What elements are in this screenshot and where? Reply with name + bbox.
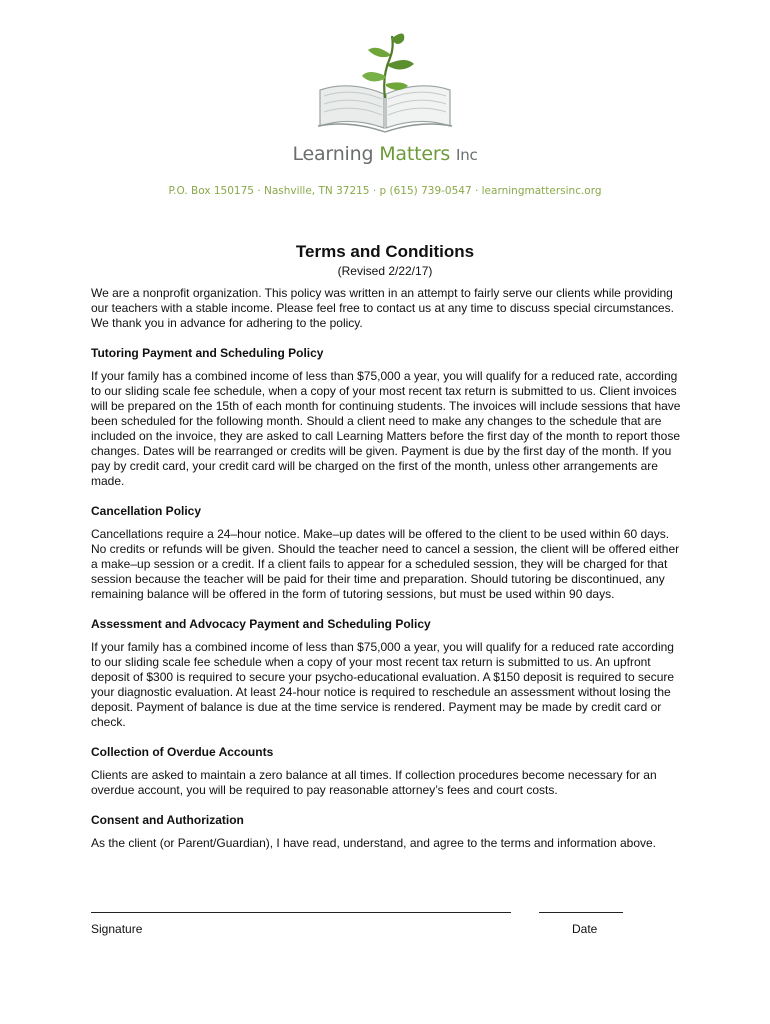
section-consent xyxy=(91,813,683,851)
document-body xyxy=(91,286,683,866)
section-heading: Assessment and Advocacy Payment and Scheduling Policy xyxy=(91,617,431,631)
brand-name xyxy=(0,143,770,165)
section-assessment-payment xyxy=(91,617,683,730)
brand-matters: Matters xyxy=(379,143,451,165)
date-line[interactable] xyxy=(539,912,623,913)
section-heading: Tutoring Payment and Scheduling Policy xyxy=(91,346,324,360)
book-sprout-logo-icon xyxy=(310,28,460,140)
section-body: Cancellations require a 24–hour notice. Make–up dates will be offered to the client to be used within 60 days. No credits or refunds will be given. Should the teacher need to cancel a session, the client will be offered either a make–up session or a credit. If a client fails to appear for a scheduled session, they will be charged for that session because the teacher will be paid for their time and preparation. Should tutoring be discontinued, any remaining balance will be offered in the form of tutoring sessions, but must be used within 90 days. xyxy=(91,527,680,601)
brand-learning: Learning xyxy=(292,143,374,165)
logo xyxy=(0,28,770,140)
revision-date: (Revised 2/22/17) xyxy=(337,264,433,278)
signature-line[interactable] xyxy=(91,912,511,913)
brand-inc: Inc xyxy=(455,146,478,164)
section-body: As the client (or Parent/Guardian), I have read, understand, and agree to the terms and information above. xyxy=(91,836,656,850)
section-heading: Cancellation Policy xyxy=(91,504,202,518)
section-tutoring-payment xyxy=(91,346,683,489)
contact-address: P.O. Box 150175 · Nashville, TN 37215 · p (615) 739-0547 · learningmattersinc.org xyxy=(168,185,602,197)
section-body: If your family has a combined income of less than $75,000 a year, you will qualify for a reduced rate according to our sliding scale fee schedule when a copy of your most recent tax return is submitted to us. An upfront deposit of $300 is required to secure your psycho-educational evaluation. A $150 deposit is required to secure your diagnostic evaluation. At least 24-hour notice is required to reschedule an assessment without losing the deposit. Payment of balance is due at the time service is rendered. Payment may be made by credit card or check. xyxy=(91,640,675,729)
section-body: If your family has a combined income of less than $75,000 a year, you will qualify for a reduced rate, according to our sliding scale fee schedule, when a copy of your most recent tax return is submitted to us. Client invoices will be prepared on the 15th of each month for continuing students. The invoices will include sessions that have been scheduled for the following month. Should a client need to make any changes to the schedule that are included on the invoice, they are asked to call Learning Matters before the first day of the month to report those changes. Dates will be rearranged or credits will be given. Payment is due by the first day of the month. If you pay by credit card, your credit card will be charged on the first of the month, unless other arrangements are made. xyxy=(91,369,681,488)
intro-paragraph: We are a nonprofit organization. This policy was written in an attempt to fairly serve our clients while providing our teachers with a stable income. Please feel free to contact us at any time to discuss special circumstances. We thank you in advance for adhering to the policy. xyxy=(91,286,674,330)
signature-label: Signature xyxy=(91,922,143,936)
document-title: Terms and Conditions xyxy=(295,242,475,261)
section-cancellation xyxy=(91,504,683,602)
date-label: Date xyxy=(572,922,598,936)
section-body: Clients are asked to maintain a zero balance at all times. If collection procedures become necessary for an overdue account, you will be required to pay reasonable attorney’s fees and court costs. xyxy=(91,768,657,797)
section-heading: Collection of Overdue Accounts xyxy=(91,745,274,759)
section-heading: Consent and Authorization xyxy=(91,813,244,827)
section-overdue-accounts xyxy=(91,745,683,798)
